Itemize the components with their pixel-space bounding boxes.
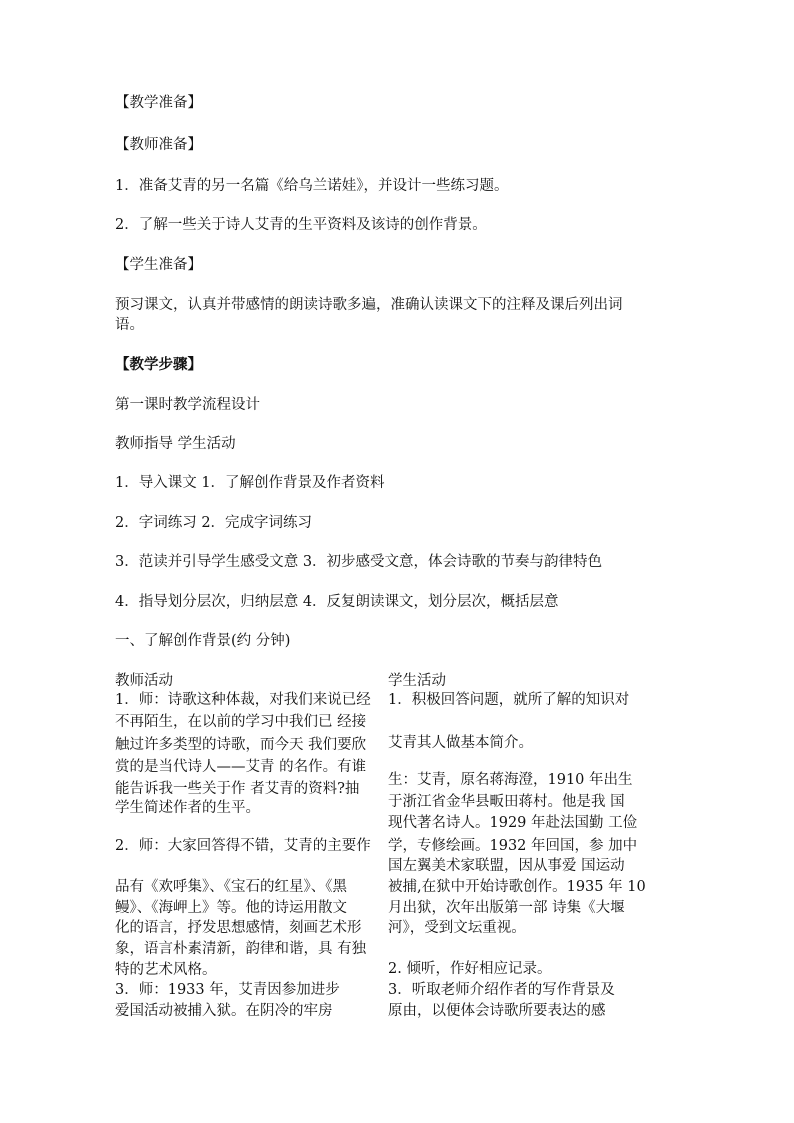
teacher-activity-line: 鳗》、《海岬上》等。他的诗运用散文 <box>115 900 347 916</box>
flow-title: 第一课时教学流程设计 <box>115 397 260 413</box>
student-activity-line: 月出狱，次年出版第一部 诗集《大堰 <box>388 900 625 916</box>
teacher-activity-line: 学生简述作者的生平。 <box>115 800 260 816</box>
flow-step-2: 2．字词练习 2．完成字词练习 <box>115 515 313 531</box>
teacher-activity-line: 不再陌生，在以前的学习中我们已 经接 <box>115 714 367 730</box>
student-activity-line: 艾青其人做基本简介。 <box>388 735 533 751</box>
teacher-activity-line: 爱国活动被捕入狱。在阴冷的牢房 <box>115 1003 333 1019</box>
teacher-activity-line: 象，语言朴素清新，韵律和谐，具 有独 <box>115 941 367 957</box>
heading-teacher-prep: 【教师准备】 <box>115 137 202 153</box>
heading-teaching-prep: 【教学准备】 <box>115 95 202 111</box>
teacher-activity-line: 特的艺术风格。 <box>115 962 217 978</box>
student-activity-line: 1．积极回答问题，就所了解的知识对 <box>388 692 630 708</box>
student-activity-line: 3．听取老师介绍作者的写作背景及 <box>388 982 615 998</box>
flow-step-1: 1．导入课文 1．了解创作背景及作者资料 <box>115 475 385 491</box>
heading-teaching-steps: 【教学步骤】 <box>115 356 202 373</box>
flow-step-4: 4．指导划分层次，归纳层意 4．反复朗读课文，划分层次，概括层意 <box>115 594 559 610</box>
teacher-activity-line: 品有《欢呼集》、《宝石的红星》、《黑 <box>115 879 347 895</box>
teacher-activity-line: 化的语言，抒发思想感情，刻画艺术形 <box>115 920 362 936</box>
student-activity-line: 学，专修绘画。1932 年回国，参 加中 <box>388 838 638 854</box>
teacher-activity-line: 能告诉我一些关于作 者艾青的资料?抽 <box>115 781 360 797</box>
student-activity-line: 于浙江省金华县畈田蒋村。他是我 国 <box>388 794 625 810</box>
student-activity-line: 被捕,在狱中开始诗歌创作。1935 年 10 <box>388 879 646 895</box>
student-activity-line: 生：艾青，原名蒋海澄，1910 年出生 <box>388 772 633 788</box>
student-activity-line: 河》，受到文坛重视。 <box>388 920 526 936</box>
flow-step-3: 3．范读并引导学生感受文意 3．初步感受文意，体会诗歌的节奏与韵律特色 <box>115 554 603 570</box>
teacher-prep-item-2: 2．了解一些关于诗人艾青的生平资料及该诗的创作背景。 <box>115 217 487 233</box>
flow-header: 教师指导 学生活动 <box>115 436 236 452</box>
student-activity-line: 国左翼美术家联盟，因从事爱 国运动 <box>388 858 625 874</box>
teacher-activity-line: 3．师：1933 年，艾青因参加进步 <box>115 982 340 998</box>
student-activity-line: 原由，以便体会诗歌所要表达的感 <box>388 1003 606 1019</box>
student-activity-line: 现代著名诗人。1929 年赴法国勤 工俭 <box>388 815 638 831</box>
student-activity-header: 学生活动 <box>388 673 446 689</box>
teacher-activity-line: 1．师：诗歌这种体裁，对我们来说已经 <box>115 692 371 708</box>
teacher-activity-line: 2．师：大家回答得不错，艾青的主要作 <box>115 838 371 854</box>
teacher-activity-line: 赏的是当代诗人——艾青 的名作。有谁 <box>115 759 367 775</box>
part-one-heading: 一、了解创作背景(约 分钟) <box>115 633 291 649</box>
heading-student-prep: 【学生准备】 <box>115 257 202 273</box>
teacher-prep-item-1: 1．准备艾青的另一名篇《给乌兰诺娃》，并设计一些练习题。 <box>115 178 509 194</box>
student-activity-line: 2. 倾听，作好相应记录。 <box>388 961 552 977</box>
teacher-activity-header: 教师活动 <box>115 673 173 689</box>
student-prep-line-2: 语。 <box>115 317 144 333</box>
teacher-activity-line: 触过许多类型的诗歌，而今天 我们要欣 <box>115 737 367 753</box>
student-prep-line-1: 预习课文，认真并带感情的朗读诗歌多遍，准确认读课文下的注释及课后列出词 <box>115 297 623 313</box>
